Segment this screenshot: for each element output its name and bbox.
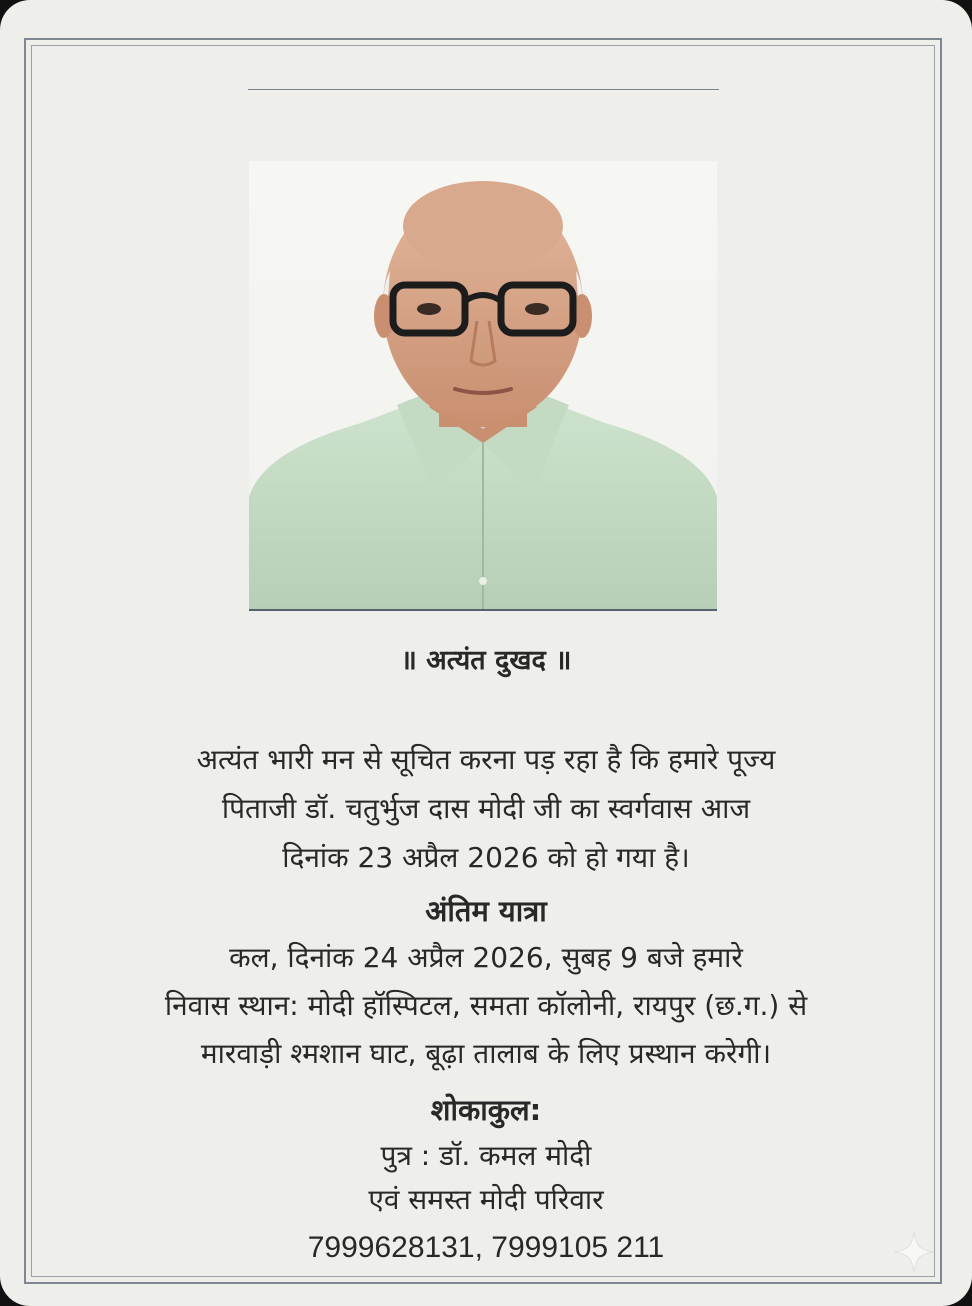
mourners-list [60,1134,912,1222]
announcement-line: पिताजी डॉ. चतुर्भुज दास मोदी जी का स्वर्गवास आज [221,792,751,825]
announcement-line: दिनांक 23 अप्रैल 2026 को हो गया है। [282,841,690,874]
funeral-detail-line: कल, दिनांक 24 अप्रैल 2026, सुबह 9 बजे हमारे [229,941,743,974]
mourner-line: पुत्र : डॉ. कमल मोदी [380,1139,592,1172]
mourner-line: एवं समस्त मोदी परिवार [368,1183,604,1216]
funeral-detail-line: निवास स्थान: मोदी हॉस्पिटल, समता कॉलोनी, रायपुर (छ.ग.) से [164,989,808,1022]
top-divider [248,89,719,90]
funeral-detail-line: मारवाड़ी श्मशान घाट, बूढ़ा तालाब के लिए प्रस्थान करेगी। [200,1037,772,1070]
announcement-line: अत्यंत भारी मन से सूचित करना पड़ रहा है कि हमारे पूज्य [196,743,776,776]
portrait-illustration [249,161,717,609]
sparkle-icon [890,1228,938,1276]
mourners-title: शोकाकुल: [430,1093,542,1127]
funeral-procession-title: अंतिम यात्रा [425,894,547,928]
notice-heading: ॥ अत्यंत दुखद ॥ [400,645,572,676]
funeral-details [60,934,912,1078]
portrait-photo [249,161,717,611]
contact-numbers: 7999628131, 7999105 211 [307,1231,665,1264]
death-announcement [60,735,912,882]
